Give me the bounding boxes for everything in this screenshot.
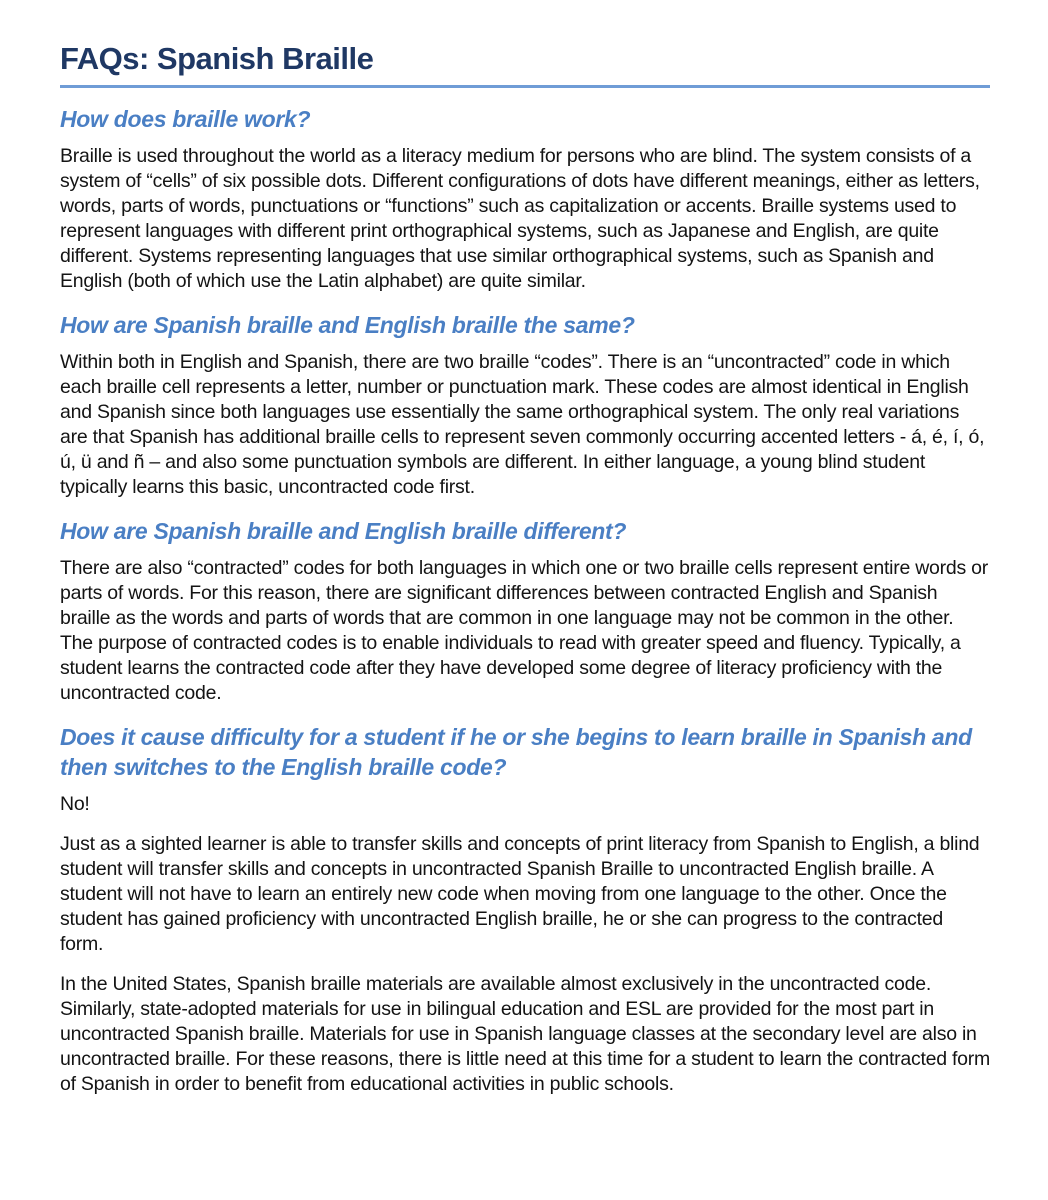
faq-answer-paragraph: In the United States, Spanish braille materials are available almost exclusively in the uncontracted code. Similarly, state-adopted materials for use in bilingual education and ESL are provided for the most part in uncontracted Spanish braille. Materials for use in Spanish language classes at the secondary level are also in uncontracted braille. For these reasons, there is little need at this time for a student to learn the contracted form of Spanish in order to benefit from educational activities in public schools. (60, 973, 991, 1095)
faq-answer-paragraph: Braille is used throughout the world as a literacy medium for persons who are blind. The system consists of a system of “cells” of six possible dots. Different configurations of dots have different meanings, either as letters, words, parts of words, punctuations or “functions” such as capitalization or accents. Braille systems used to represent languages with different print orthographical systems, such as Japanese and English, are quite different. Systems representing languages that use similar orthographical systems, such as Spanish and English (both of which use the Latin alphabet) are quite similar. (60, 145, 980, 292)
faq-question: Does it cause difficulty for a student if he or she begins to learn braille in Spanish and then switches to the English braille code? (60, 724, 972, 780)
faq-section-switching-codes (60, 722, 990, 1097)
faq-section-different (60, 516, 990, 706)
title-divider (60, 85, 990, 88)
faq-question: How does braille work? (60, 106, 311, 132)
faq-section-same (60, 310, 990, 500)
page-title: FAQs: Spanish Braille (60, 41, 374, 76)
faq-answer-paragraph: There are also “contracted” codes for both languages in which one or two braille cells represent entire words or parts of words. For this reason, there are significant differences between contracted English and Spanish braille as the words and parts of words that are common in one language may not be common in the other. The purpose of contracted codes is to enable individuals to read with greater speed and fluency. Typically, a student learns the contracted code after they have developed some degree of literacy proficiency with the uncontracted code. (60, 557, 988, 704)
faq-question: How are Spanish braille and English braille different? (60, 518, 627, 544)
faq-question: How are Spanish braille and English braille the same? (60, 312, 635, 338)
faq-answer-paragraph: Within both in English and Spanish, there are two braille “codes”. There is an “uncontracted” code in which each braille cell represents a letter, number or punctuation mark. These codes are almost identical in English and Spanish since both languages use essentially the same orthographical system. The only real variations are that Spanish has additional braille cells to represent seven commonly occurring accented letters - á, é, í, ó, ú, ü and ñ – and also some punctuation symbols are different. In either language, a young blind student typically learns this basic, uncontracted code first. (60, 351, 985, 498)
faq-answer-paragraph: No! (60, 793, 90, 815)
faq-answer-paragraph: Just as a sighted learner is able to transfer skills and concepts of print literacy from Spanish to English, a blind student will transfer skills and concepts in uncontracted Spanish Braille to uncontracted English braille. A student will not have to learn an entirely new code when moving from one language to the other. Once the student has gained proficiency with uncontracted English braille, he or she can progress to the contracted form. (60, 833, 980, 955)
faq-section-how-braille-works (60, 104, 990, 294)
